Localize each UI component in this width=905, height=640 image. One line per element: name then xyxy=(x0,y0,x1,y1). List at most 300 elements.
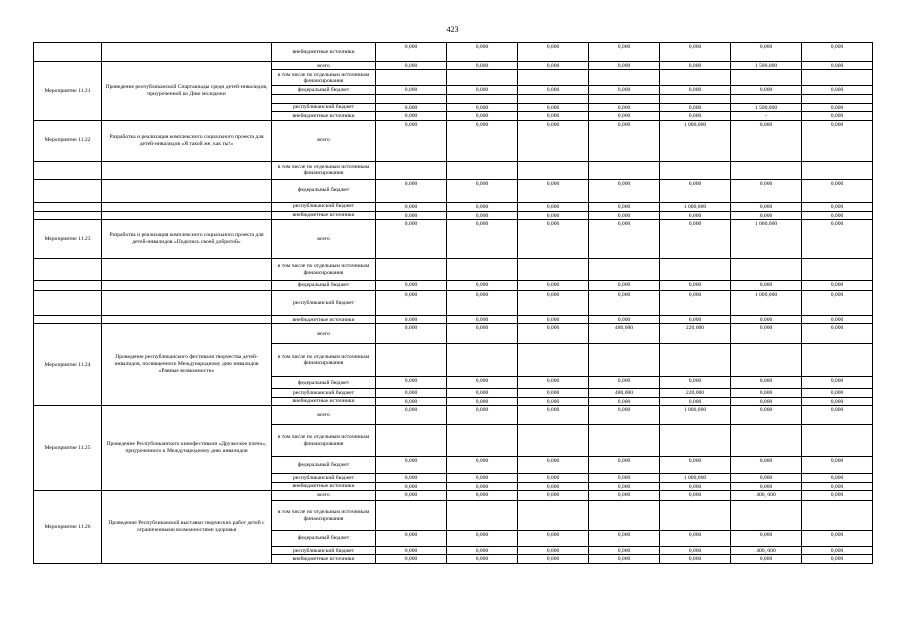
amount-cell: 0,000 xyxy=(660,482,731,490)
amount-cell: 0,000 xyxy=(589,120,660,161)
amount-cell: 1 000,000 xyxy=(660,406,731,425)
funding-source-cell: в том числе по отдельным источникам финансирования xyxy=(272,70,376,86)
amount-cell: 0,000 xyxy=(660,86,731,94)
amount-cell: 0,000 xyxy=(731,281,802,291)
amount-cell: 0,000 xyxy=(660,43,731,62)
amount-cell xyxy=(518,425,589,457)
amount-cell: 0,000 xyxy=(376,324,447,344)
amount-cell: 0,000 xyxy=(802,211,873,219)
amount-cell: 0,000 xyxy=(376,457,447,474)
amount-cell xyxy=(518,70,589,86)
activity-description-cell xyxy=(102,316,272,324)
funding-source-cell: внебюджетные источники xyxy=(272,555,376,563)
amount-cell: 0,000 xyxy=(802,474,873,482)
funding-source-cell: республиканский бюджет xyxy=(272,547,376,555)
amount-cell: 0,000 xyxy=(376,220,447,259)
amount-cell: 0,000 xyxy=(802,457,873,474)
amount-cell xyxy=(660,161,731,179)
amount-cell: 0,000 xyxy=(518,397,589,405)
amount-cell xyxy=(802,94,873,103)
amount-cell: 0,000 xyxy=(518,482,589,490)
amount-cell: 0,000 xyxy=(376,397,447,405)
activity-name-cell xyxy=(34,316,102,324)
amount-cell: 0,000 xyxy=(660,112,731,120)
amount-cell: 0,000 xyxy=(589,406,660,425)
amount-cell: 0,000 xyxy=(802,397,873,405)
table-body xyxy=(34,43,873,564)
amount-cell xyxy=(802,70,873,86)
amount-cell: 0,000 xyxy=(660,491,731,501)
table-row xyxy=(34,62,873,70)
amount-cell: 0,000 xyxy=(660,281,731,291)
amount-cell: 0,000 xyxy=(731,120,802,161)
amount-cell: 0,000 xyxy=(589,291,660,316)
table-row xyxy=(34,120,873,161)
funding-source-cell xyxy=(272,94,376,103)
amount-cell: 0,000 xyxy=(376,103,447,111)
funding-source-cell: в том числе по отдельным источникам финансирования xyxy=(272,259,376,281)
amount-cell: 0,000 xyxy=(376,406,447,425)
funding-source-cell: республиканский бюджет xyxy=(272,103,376,111)
amount-cell: 0,000 xyxy=(447,120,518,161)
amount-cell: 0,000 xyxy=(589,531,660,547)
amount-cell: 0,000 xyxy=(376,62,447,70)
amount-cell xyxy=(660,425,731,457)
amount-cell: 0,000 xyxy=(660,377,731,389)
amount-cell: 0,000 xyxy=(447,555,518,563)
funding-source-cell: республиканский бюджет xyxy=(272,291,376,316)
activity-description-cell: Проведение республиканского фестиваля творчества детей-инвалидов, посвященного Международному дню инвалидов «Равные возможности» xyxy=(102,324,272,406)
amount-cell: 0,000 xyxy=(802,377,873,389)
amount-cell xyxy=(447,70,518,86)
amount-cell: 0,000 xyxy=(731,482,802,490)
amount-cell: 0,000 xyxy=(660,179,731,202)
funding-source-cell: федеральный бюджет xyxy=(272,531,376,547)
amount-cell: 0,000 xyxy=(802,531,873,547)
amount-cell: 0,000 xyxy=(447,316,518,324)
amount-cell xyxy=(589,94,660,103)
funding-source-cell: в том числе по отдельным источникам финансирования xyxy=(272,344,376,377)
amount-cell xyxy=(376,161,447,179)
amount-cell xyxy=(589,161,660,179)
amount-cell: 0,000 xyxy=(802,281,873,291)
amount-cell: 0,000 xyxy=(660,397,731,405)
amount-cell: 0,000 xyxy=(518,406,589,425)
amount-cell: 0,000 xyxy=(802,406,873,425)
page-number: 423 xyxy=(446,25,459,34)
amount-cell: 0,000 xyxy=(660,291,731,316)
amount-cell: 0,000 xyxy=(589,86,660,94)
amount-cell: 0,000 xyxy=(589,397,660,405)
amount-cell xyxy=(376,425,447,457)
table-row xyxy=(34,281,873,291)
amount-cell: 0,000 xyxy=(447,457,518,474)
amount-cell: 0,000 xyxy=(447,179,518,202)
amount-cell: 0,000 xyxy=(518,86,589,94)
amount-cell: 0,000 xyxy=(731,86,802,94)
activity-description-cell: Проведение Республиканской выставки творческих работ детей с ограниченными возможностями здоровья xyxy=(102,491,272,564)
amount-cell: 0,000 xyxy=(589,316,660,324)
amount-cell xyxy=(731,344,802,377)
funding-source-cell: в том числе по отдельным источникам финансирования xyxy=(272,425,376,457)
funding-source-cell: внебюджетные источники xyxy=(272,316,376,324)
funding-source-cell: в том числе по отдельным источникам финансирования xyxy=(272,501,376,531)
amount-cell xyxy=(518,94,589,103)
amount-cell: 0,000 xyxy=(376,202,447,211)
amount-cell: 0,000 xyxy=(802,86,873,94)
amount-cell: 0,000 xyxy=(518,120,589,161)
amount-cell: 0,000 xyxy=(518,202,589,211)
amount-cell: 0,000 xyxy=(518,43,589,62)
amount-cell xyxy=(447,425,518,457)
amount-cell: 0,000 xyxy=(518,531,589,547)
amount-cell: 0,000 xyxy=(376,43,447,62)
amount-cell xyxy=(518,501,589,531)
amount-cell xyxy=(660,70,731,86)
amount-cell xyxy=(660,344,731,377)
funding-source-cell: всего xyxy=(272,62,376,70)
amount-cell xyxy=(589,425,660,457)
amount-cell: 1 000,000 xyxy=(731,291,802,316)
amount-cell: 0,000 xyxy=(447,86,518,94)
amount-cell: 0,000 xyxy=(376,120,447,161)
funding-source-cell: всего xyxy=(272,120,376,161)
amount-cell: 0,000 xyxy=(376,112,447,120)
amount-cell: 0,000 xyxy=(376,377,447,389)
amount-cell xyxy=(802,501,873,531)
amount-cell xyxy=(447,344,518,377)
amount-cell: 0,000 xyxy=(731,324,802,344)
amount-cell: 0,000 xyxy=(447,291,518,316)
amount-cell: 0,000 xyxy=(518,103,589,111)
amount-cell: 0,000 xyxy=(376,389,447,397)
amount-cell xyxy=(376,344,447,377)
activity-name-cell: Мероприятие 11.21 xyxy=(34,62,102,121)
amount-cell: 0,000 xyxy=(518,324,589,344)
activity-description-cell: Проведение Республиканского кинофестиваля «Дружеское плечо», приуроченного к Международному дню инвалидов xyxy=(102,406,272,491)
amount-cell: 0,000 xyxy=(802,482,873,490)
activity-description-cell xyxy=(102,202,272,211)
activity-name-cell xyxy=(34,43,102,62)
funding-source-cell: всего xyxy=(272,491,376,501)
amount-cell: 0,000 xyxy=(660,555,731,563)
amount-cell xyxy=(660,501,731,531)
table-row xyxy=(34,324,873,344)
amount-cell xyxy=(660,94,731,103)
activity-description-cell xyxy=(102,179,272,202)
amount-cell: 0,000 xyxy=(447,202,518,211)
activity-name-cell xyxy=(34,161,102,179)
amount-cell: 0,000 xyxy=(589,179,660,202)
table-row xyxy=(34,491,873,501)
amount-cell: 0,000 xyxy=(518,179,589,202)
amount-cell: 0,000 xyxy=(447,43,518,62)
amount-cell: 0,000 xyxy=(518,62,589,70)
funding-source-cell: внебюджетные источники xyxy=(272,43,376,62)
amount-cell: 0,000 xyxy=(731,531,802,547)
amount-cell: 0,000 xyxy=(447,482,518,490)
amount-cell: 0,000 xyxy=(802,547,873,555)
amount-cell: 0,000 xyxy=(660,457,731,474)
amount-cell: 0,000 xyxy=(376,555,447,563)
amount-cell: 0,000 xyxy=(731,316,802,324)
amount-cell: 0,000 xyxy=(802,120,873,161)
activity-name-cell xyxy=(34,179,102,202)
amount-cell: 1 000,000 xyxy=(660,474,731,482)
funding-source-cell: республиканский бюджет xyxy=(272,474,376,482)
activity-description-cell xyxy=(102,281,272,291)
amount-cell: 400, 000 xyxy=(731,491,802,501)
amount-cell: 0,000 xyxy=(589,547,660,555)
activity-description-cell xyxy=(102,211,272,219)
amount-cell: 0,000 xyxy=(731,555,802,563)
amount-cell: 0,000 xyxy=(802,103,873,111)
amount-cell: 0,000 xyxy=(660,103,731,111)
amount-cell xyxy=(518,344,589,377)
amount-cell: 0,000 xyxy=(731,406,802,425)
amount-cell: 0,000 xyxy=(518,220,589,259)
amount-cell xyxy=(447,161,518,179)
amount-cell: 0,000 xyxy=(589,482,660,490)
table-row xyxy=(34,161,873,179)
amount-cell: 0,000 xyxy=(447,324,518,344)
amount-cell: 0,000 xyxy=(589,281,660,291)
activity-description-cell xyxy=(102,161,272,179)
amount-cell: 0,000 xyxy=(589,202,660,211)
amount-cell xyxy=(447,501,518,531)
activity-name-cell xyxy=(34,211,102,219)
amount-cell: 0,000 xyxy=(802,291,873,316)
amount-cell: 0,000 xyxy=(589,112,660,120)
amount-cell: 0,000 xyxy=(518,491,589,501)
amount-cell: 0,000 xyxy=(589,457,660,474)
amount-cell: 1 500,000 xyxy=(731,62,802,70)
table-row xyxy=(34,316,873,324)
amount-cell xyxy=(518,161,589,179)
amount-cell: 0,000 xyxy=(731,211,802,219)
amount-cell: 0,000 xyxy=(731,179,802,202)
amount-cell: 0,000 xyxy=(589,474,660,482)
activity-description-cell xyxy=(102,259,272,281)
amount-cell: 0,000 xyxy=(731,474,802,482)
amount-cell: 0,000 xyxy=(731,389,802,397)
table-row xyxy=(34,406,873,425)
amount-cell xyxy=(589,501,660,531)
amount-cell: 0,000 xyxy=(802,555,873,563)
activity-name-cell xyxy=(34,259,102,281)
amount-cell: 0,000 xyxy=(731,457,802,474)
amount-cell xyxy=(802,259,873,281)
amount-cell: 400, 000 xyxy=(731,547,802,555)
amount-cell: 0,000 xyxy=(447,211,518,219)
activity-description-cell: Разработка и реализация комплексного социального проекта для детей-инвалидов «Я такой же, как ты!» xyxy=(102,120,272,161)
funding-source-cell: федеральный бюджет xyxy=(272,281,376,291)
amount-cell xyxy=(376,70,447,86)
amount-cell: 0,000 xyxy=(376,474,447,482)
amount-cell: 0,000 xyxy=(660,62,731,70)
amount-cell: 0,000 xyxy=(802,202,873,211)
amount-cell: 0,000 xyxy=(802,491,873,501)
amount-cell xyxy=(376,501,447,531)
amount-cell: 0,000 xyxy=(518,291,589,316)
amount-cell: 0,000 xyxy=(731,202,802,211)
amount-cell: 0,000 xyxy=(447,389,518,397)
amount-cell: 0,000 xyxy=(589,103,660,111)
amount-cell: 0,000 xyxy=(447,62,518,70)
amount-cell xyxy=(802,425,873,457)
amount-cell xyxy=(731,259,802,281)
amount-cell: 220,000 xyxy=(660,389,731,397)
funding-source-cell: в том числе по отдельным источникам финансирования xyxy=(272,161,376,179)
funding-source-cell: внебюджетные источники xyxy=(272,211,376,219)
amount-cell: 0,000 xyxy=(376,291,447,316)
amount-cell xyxy=(731,161,802,179)
amount-cell xyxy=(731,425,802,457)
amount-cell: 0,000 xyxy=(518,112,589,120)
amount-cell xyxy=(731,501,802,531)
activity-name-cell: Мероприятие 11.22 xyxy=(34,120,102,161)
amount-cell: 0,000 xyxy=(518,377,589,389)
amount-cell: 0,000 xyxy=(518,457,589,474)
amount-cell: 0,000 xyxy=(731,397,802,405)
funding-source-cell: внебюджетные источники xyxy=(272,397,376,405)
amount-cell: 0,000 xyxy=(589,220,660,259)
amount-cell: 0,000 xyxy=(447,491,518,501)
amount-cell: 0,000 xyxy=(447,281,518,291)
activity-name-cell: Мероприятие 11.23 xyxy=(34,220,102,259)
amount-cell: 0,000 xyxy=(447,103,518,111)
funding-source-cell: всего xyxy=(272,324,376,344)
budget-table xyxy=(33,42,873,564)
amount-cell: 0,000 xyxy=(589,62,660,70)
table-row xyxy=(34,220,873,259)
amount-cell: 0,000 xyxy=(376,531,447,547)
amount-cell xyxy=(376,94,447,103)
amount-cell: 0,000 xyxy=(660,531,731,547)
amount-cell: 1 000,000 xyxy=(660,120,731,161)
funding-source-cell: федеральный бюджет xyxy=(272,179,376,202)
activity-description-cell: Разработка и реализация комплексного социального проекта для детей-инвалидов «Поделись своей добротой» xyxy=(102,220,272,259)
amount-cell xyxy=(802,344,873,377)
amount-cell: 0,000 xyxy=(376,211,447,219)
amount-cell: 1 500,000 xyxy=(731,103,802,111)
amount-cell: 0,000 xyxy=(589,43,660,62)
amount-cell: 0,000 xyxy=(518,389,589,397)
amount-cell xyxy=(589,70,660,86)
amount-cell xyxy=(376,259,447,281)
amount-cell: 0,000 xyxy=(447,377,518,389)
amount-cell xyxy=(518,259,589,281)
amount-cell: 0,000 xyxy=(447,112,518,120)
amount-cell: 0,000 xyxy=(447,220,518,259)
amount-cell xyxy=(447,259,518,281)
amount-cell: 0,000 xyxy=(802,112,873,120)
amount-cell xyxy=(731,70,802,86)
amount-cell xyxy=(660,259,731,281)
amount-cell: 0,000 xyxy=(447,397,518,405)
amount-cell: 0,000 xyxy=(802,389,873,397)
amount-cell: 0,000 xyxy=(447,547,518,555)
amount-cell: 0,000 xyxy=(731,377,802,389)
amount-cell: 0,000 xyxy=(802,220,873,259)
amount-cell xyxy=(589,344,660,377)
table-row xyxy=(34,179,873,202)
amount-cell: 0,000 xyxy=(518,547,589,555)
amount-cell: 0,000 xyxy=(518,555,589,563)
amount-cell: 0,000 xyxy=(518,281,589,291)
amount-cell: 0,000 xyxy=(660,547,731,555)
amount-cell: 1 000,000 xyxy=(731,220,802,259)
amount-cell xyxy=(447,94,518,103)
activity-description-cell xyxy=(102,291,272,316)
funding-source-cell: внебюджетные источники xyxy=(272,112,376,120)
table-row xyxy=(34,291,873,316)
amount-cell: 480,000 xyxy=(589,324,660,344)
funding-source-cell: внебюджетные источники xyxy=(272,482,376,490)
amount-cell: 1 000,000 xyxy=(660,202,731,211)
table-row xyxy=(34,259,873,281)
activity-name-cell: Мероприятие 11.24 xyxy=(34,324,102,406)
amount-cell: 0,000 xyxy=(802,62,873,70)
activity-name-cell xyxy=(34,291,102,316)
activity-description-cell: Проведение республиканской Спартакиады среди детей-инвалидов, приуроченной ко Дню молодежи xyxy=(102,62,272,121)
amount-cell xyxy=(731,94,802,103)
amount-cell: 0,000 xyxy=(447,474,518,482)
amount-cell: 0,000 xyxy=(589,211,660,219)
amount-cell: 0,000 xyxy=(802,43,873,62)
amount-cell: 0,000 xyxy=(376,281,447,291)
amount-cell: 0,000 xyxy=(589,377,660,389)
amount-cell xyxy=(589,259,660,281)
table-row xyxy=(34,202,873,211)
amount-cell: 0,000 xyxy=(589,555,660,563)
amount-cell: 0,000 xyxy=(376,482,447,490)
funding-source-cell: республиканский бюджет xyxy=(272,389,376,397)
funding-source-cell: федеральный бюджет xyxy=(272,457,376,474)
activity-name-cell xyxy=(34,202,102,211)
table-row xyxy=(34,43,873,62)
amount-cell: 0,000 xyxy=(518,316,589,324)
activity-description-cell xyxy=(102,43,272,62)
amount-cell: 0,000 xyxy=(660,211,731,219)
funding-source-cell: всего xyxy=(272,220,376,259)
amount-cell: 0,000 xyxy=(518,474,589,482)
amount-cell: 220,000 xyxy=(660,324,731,344)
amount-cell: 480,000 xyxy=(589,389,660,397)
amount-cell xyxy=(802,161,873,179)
amount-cell: 0,000 xyxy=(802,179,873,202)
funding-source-cell: федеральный бюджет xyxy=(272,377,376,389)
amount-cell: 0,000 xyxy=(376,179,447,202)
amount-cell: 0,000 xyxy=(376,491,447,501)
amount-cell: 0,000 xyxy=(802,324,873,344)
amount-cell: 0,000 xyxy=(376,547,447,555)
amount-cell: 0,000 xyxy=(802,316,873,324)
amount-cell: 0,000 xyxy=(447,531,518,547)
amount-cell: 0,000 xyxy=(376,316,447,324)
amount-cell: 0,000 xyxy=(660,220,731,259)
amount-cell: 0,000 xyxy=(518,211,589,219)
amount-cell: - xyxy=(731,112,802,120)
amount-cell: 0,000 xyxy=(447,406,518,425)
amount-cell: 0,000 xyxy=(376,86,447,94)
table-row xyxy=(34,211,873,219)
funding-source-cell: республиканский бюджет xyxy=(272,202,376,211)
activity-name-cell: Мероприятие 11.25 xyxy=(34,406,102,491)
amount-cell: 0,000 xyxy=(731,43,802,62)
amount-cell: 0,000 xyxy=(589,491,660,501)
activity-name-cell: Мероприятие 11.26 xyxy=(34,491,102,564)
